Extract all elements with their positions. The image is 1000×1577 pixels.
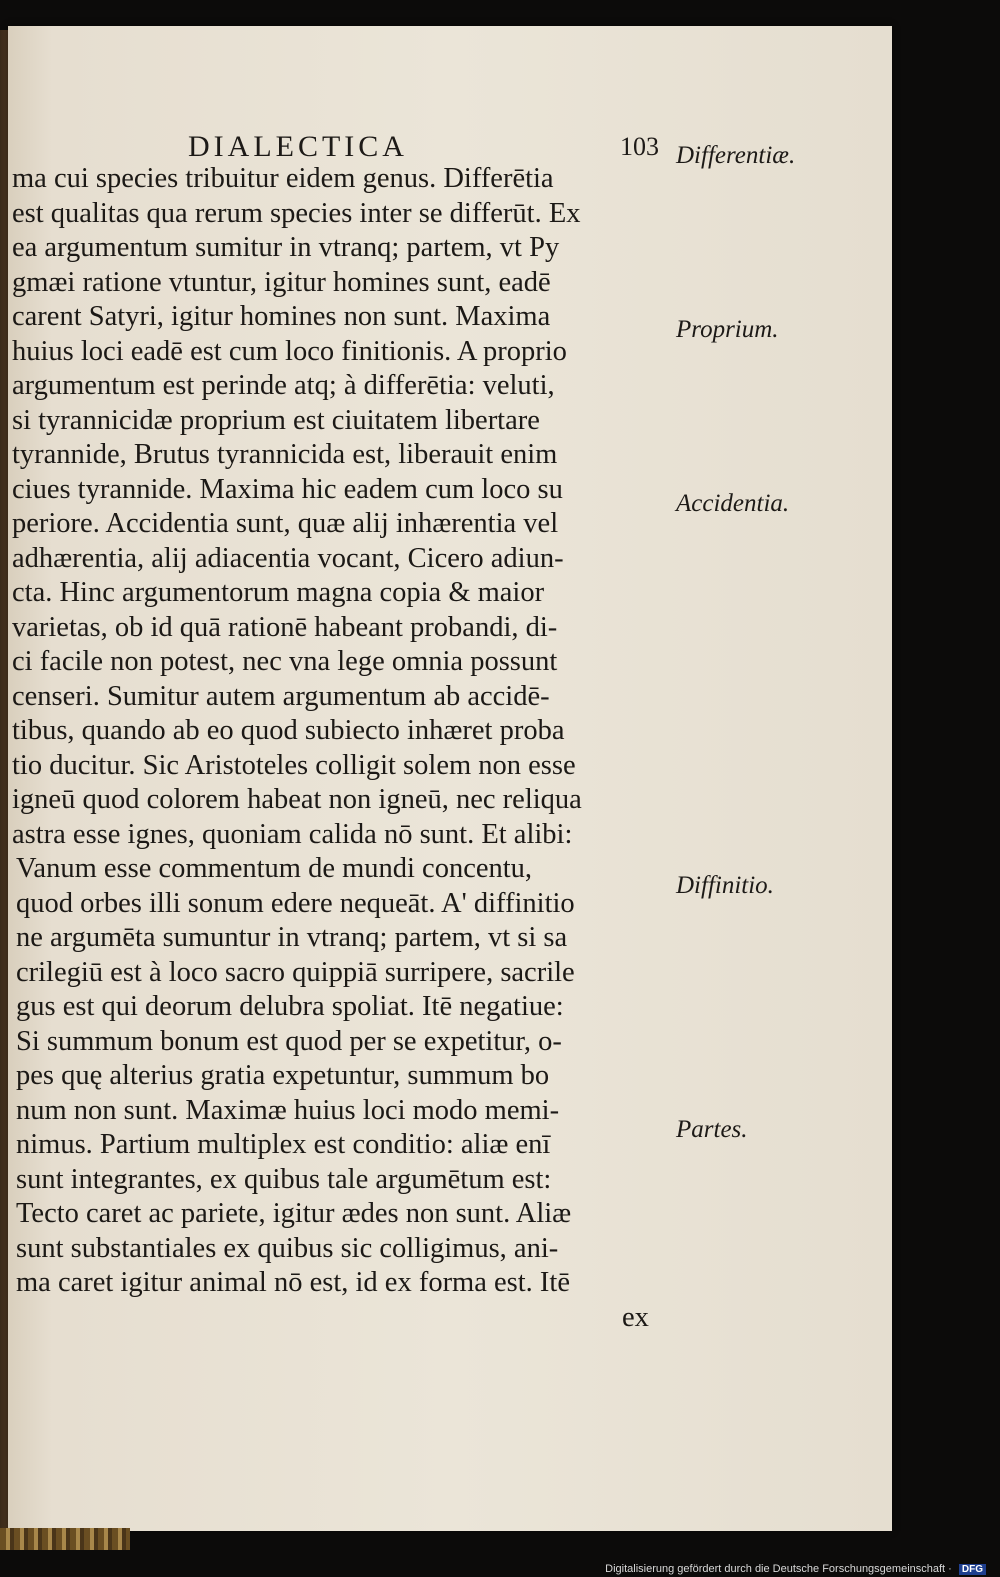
text-line: carent Satyri, igitur homines non sunt. Maxima: [12, 301, 551, 332]
funding-credit: [605, 1563, 986, 1575]
book-page: [8, 26, 892, 1531]
marginal-note-partes: Partes.: [676, 1116, 748, 1143]
text-line: censeri. Sumitur autem argumentum ab accidē-: [12, 680, 550, 712]
text-line: pes quę alterius gratia expetuntur, summum bo: [16, 1060, 550, 1091]
marginal-note-differentia: Differentiæ.: [676, 142, 796, 169]
text-line: Tecto caret ac pariete, igitur ædes non sunt. Aliæ: [16, 1198, 572, 1229]
marginal-note-accidentia: Accidentia.: [676, 490, 790, 517]
text-line: gus est qui deorum delubra spoliat. Itē negatiue:: [16, 991, 564, 1022]
marginal-note-proprium: Proprium.: [676, 316, 779, 343]
catchword: ex: [622, 1301, 649, 1333]
text-line: est qualitas qua rerum species inter se differūt. Ex: [12, 197, 581, 229]
dfg-logo: DFG: [959, 1564, 986, 1575]
text-line: ciues tyrannide. Maxima hic eadem cum loco su: [12, 473, 563, 505]
text-line: Vanum esse commentum de mundi concentu,: [16, 853, 533, 884]
text-line: huius loci eadē est cum loco finitionis. A proprio: [12, 335, 567, 367]
text-line: Si summum bonum est quod per se expetitur, o-: [16, 1025, 562, 1057]
main-text-block: [8, 162, 668, 1335]
text-line: ci facile non potest, nec vna lege omnia possunt: [12, 646, 558, 677]
text-line: varietas, ob id quā rationē habeant probandi, di-: [12, 611, 558, 643]
text-line: sunt integrantes, ex quibus tale argumētum est:: [16, 1163, 552, 1195]
text-line: ea argumentum sumitur in vtranq; partem, vt Py: [12, 232, 560, 263]
text-line: argumentum est perinde atq; à differētia: veluti,: [12, 370, 555, 401]
text-line: crilegiū est à loco sacro quippiā surripere, sacrile: [16, 956, 575, 988]
text-line: nimus. Partium multiplex est conditio: aliæ enī: [16, 1129, 551, 1160]
text-line: si tyrannicidæ proprium est ciuitatem libertare: [12, 404, 540, 436]
text-line: num non sunt. Maximæ huius loci modo memi-: [16, 1094, 560, 1126]
text-line: cta. Hinc argumentorum magna copia & maior: [12, 577, 545, 608]
text-line: sunt substantiales ex quibus sic colligimus, ani-: [16, 1232, 559, 1264]
credit-text: Digitalisierung gefördert durch die Deutsche Forschungsgemeinschaft ·: [605, 1563, 952, 1575]
text-line: igneū quod colorem habeat non igneū, nec reliqua: [12, 784, 582, 815]
text-line: astra esse ignes, quoniam calida nō sunt. Et alibi:: [12, 818, 573, 850]
text-line: ma caret igitur animal nō est, id ex forma est. Itē: [16, 1267, 570, 1298]
text-line: quod orbes illi sonum edere nequeāt. A' diffinitio: [16, 887, 575, 919]
text-line: adhærentia, alij adiacentia vocant, Cicero adiun-: [12, 542, 564, 574]
text-line: tio ducitur. Sic Aristoteles colligit solem non esse: [12, 749, 576, 781]
page-number: 103: [620, 132, 659, 161]
text-line: gmæi ratione vtuntur, igitur homines sunt, eadē: [12, 266, 551, 298]
text-line: ma cui species tribuitur eidem genus. Differētia: [12, 163, 554, 194]
text-line: ne argumēta sumuntur in vtranq; partem, vt si sa: [16, 922, 568, 953]
running-title: DIALECTICA: [188, 130, 408, 163]
text-line: tyrannide, Brutus tyrannicida est, liberauit enim: [12, 439, 558, 470]
text-line: tibus, quando ab eo quod subiecto inhæret proba: [12, 715, 565, 746]
binding-ornament: [0, 1528, 130, 1550]
marginal-note-diffinitio: Diffinitio.: [676, 872, 774, 899]
text-line: periore. Accidentia sunt, quæ alij inhærentia vel: [12, 508, 559, 539]
